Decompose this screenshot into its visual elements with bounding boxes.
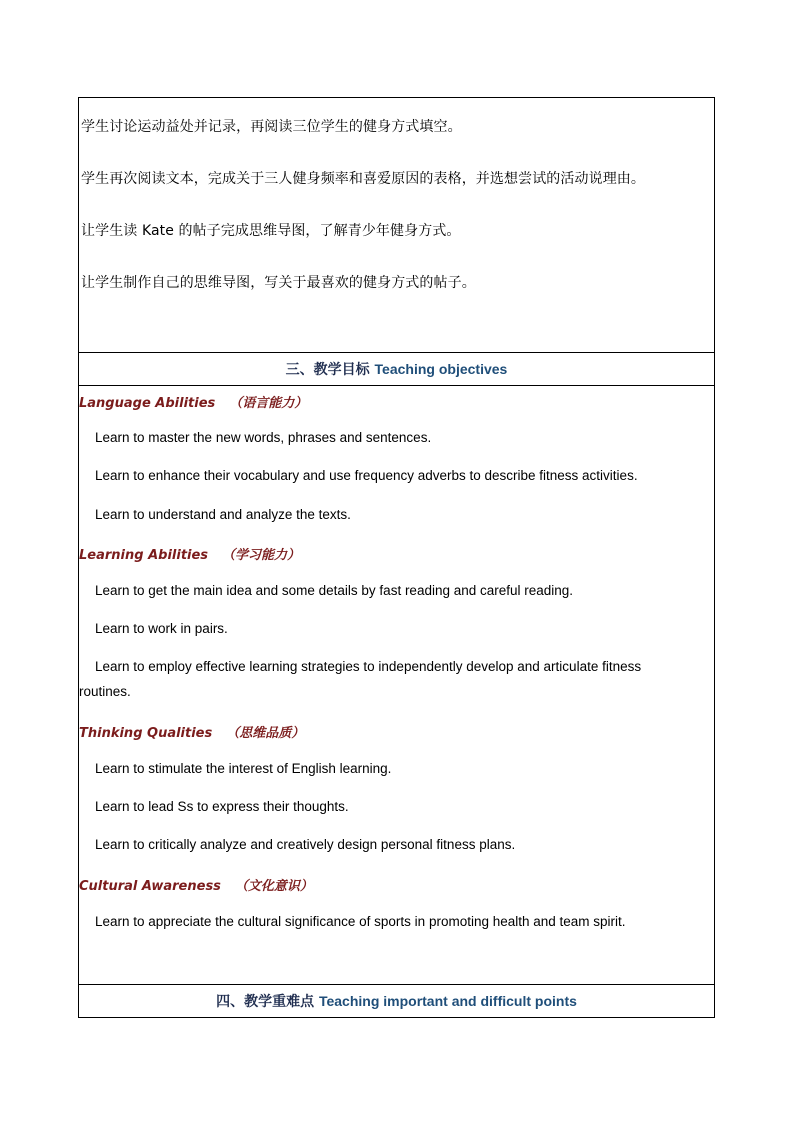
- category-en: Thinking Qualities: [79, 726, 213, 741]
- section-4-title-cn: 四、教学重难点: [216, 994, 315, 1010]
- category-heading-cultural: [79, 875, 313, 894]
- objective-item: Learn to work in pairs.: [95, 621, 228, 636]
- section-4-header: [79, 985, 715, 1018]
- objective-item: Learn to get the main idea and some details by fast reading and careful reading.: [95, 583, 574, 598]
- category-en: Cultural Awareness: [79, 879, 221, 894]
- activities-cell: [79, 98, 715, 353]
- category-cn: （文化意识）: [234, 879, 313, 894]
- section-3-header: [79, 353, 715, 386]
- category-en: Learning Abilities: [79, 548, 209, 563]
- objective-item: Learn to master the new words, phrases and sentences.: [95, 430, 432, 445]
- objective-item: Learn to enhance their vocabulary and use frequency adverbs to describe fitness activities.: [95, 468, 638, 483]
- activity-line-4: 让学生制作自己的思维导图，写关于最喜欢的健身方式的帖子。: [81, 275, 476, 291]
- section-4-title-en: Teaching important and difficult points: [318, 993, 577, 1009]
- objectives-cell: [79, 386, 715, 985]
- activity-line-2: 学生再次阅读文本，完成关于三人健身频率和喜爱原因的表格，并选想尝试的活动说理由。: [81, 171, 645, 187]
- category-heading-learning: [79, 544, 300, 563]
- objective-item: Learn to employ effective learning strategies to independently develop and articulate fitness: [95, 659, 642, 674]
- category-cn: （思维品质）: [226, 726, 305, 741]
- objective-item: Learn to appreciate the cultural significance of sports in promoting health and team spirit.: [95, 914, 626, 929]
- lesson-plan-table: [78, 97, 715, 1018]
- objective-item-continuation: routines.: [79, 684, 131, 699]
- activity-line-3: 让学生读 Kate 的帖子完成思维导图，了解青少年健身方式。: [81, 223, 461, 239]
- category-cn: （语言能力）: [229, 396, 308, 411]
- section-3-title-en: Teaching objectives: [374, 361, 508, 377]
- objective-item: Learn to understand and analyze the texts.: [95, 507, 351, 522]
- section-3-title-cn: 三、教学目标: [285, 362, 370, 378]
- activity-line-1: 学生讨论运动益处并记录，再阅读三位学生的健身方式填空。: [81, 119, 462, 135]
- category-heading-language: [79, 392, 307, 411]
- objective-item: Learn to critically analyze and creatively design personal fitness plans.: [95, 837, 516, 852]
- category-cn: （学习能力）: [222, 548, 301, 563]
- objective-item: Learn to lead Ss to express their thoughts.: [95, 799, 349, 814]
- category-heading-thinking: [79, 722, 304, 741]
- objective-item: Learn to stimulate the interest of English learning.: [95, 761, 392, 776]
- category-en: Language Abilities: [79, 396, 216, 411]
